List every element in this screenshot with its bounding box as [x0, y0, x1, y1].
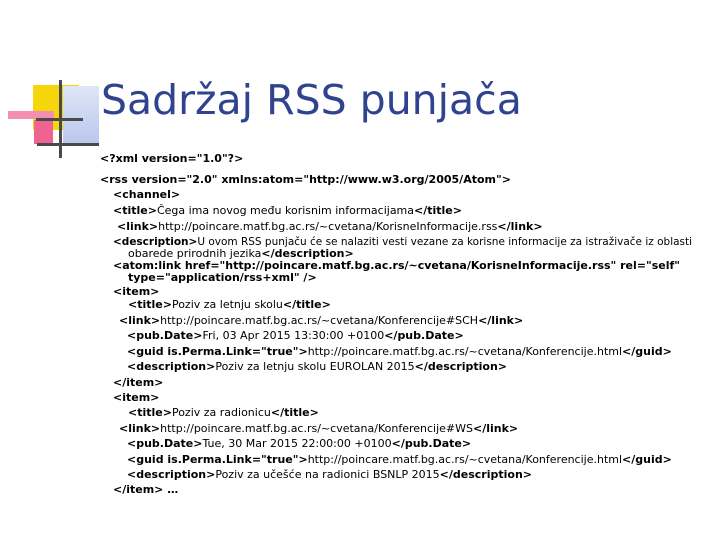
xml-line — [113, 205, 462, 217]
xml-text: Tue, 30 Mar 2015 22:00:00 +0100 — [202, 437, 392, 450]
xml-line — [100, 174, 511, 186]
xml-text: http://poincare.matf.bg.ac.rs/~cvetana/KorisneInformacije.rss — [158, 220, 498, 233]
xml-tag: <pub.Date> — [127, 437, 203, 450]
xml-tag: </title> — [414, 204, 462, 217]
xml-tag: </guid> — [622, 345, 672, 358]
item-close-tag: </item> … — [113, 483, 179, 496]
xml-tag: <description> — [113, 236, 198, 248]
xml-line — [127, 469, 532, 481]
xml-text: Poziv za radionicu — [171, 406, 271, 419]
rss-open-tag: <rss version="2.0" xmlns:atom="http://www.w3.org/2005/Atom"> — [100, 173, 511, 186]
xml-line — [128, 407, 319, 419]
xml-tag: </title> — [270, 406, 319, 419]
xml-text: http://poincare.matf.bg.ac.rs/~cvetana/Konferencije#SCH — [160, 314, 479, 327]
xml-tag: <title> — [113, 204, 157, 217]
xml-text: Čega ima novog među korisnim informacijama — [156, 204, 415, 217]
xml-line — [113, 286, 159, 298]
xml-line — [127, 330, 464, 342]
xml-line — [113, 189, 180, 201]
xml-text: http://poincare.matf.bg.ac.rs/~cvetana/Konferencije#WS — [160, 422, 473, 435]
xml-tag: <description> — [127, 360, 216, 373]
xml-tag: <description> — [127, 468, 216, 481]
xml-line — [119, 315, 523, 327]
xml-tag: </link> — [497, 220, 543, 233]
atom-link-type: type="application/rss+xml" /> — [128, 271, 317, 284]
xml-tag: </pub.Date> — [391, 437, 472, 450]
xml-tag: <guid is.Perma.Link="true"> — [127, 453, 308, 466]
slide-title: Sadržaj RSS punjača — [101, 76, 522, 124]
xml-line — [113, 484, 178, 496]
xml-tag: </description> — [439, 468, 533, 481]
xml-line — [128, 299, 331, 311]
xml-text: Poziv za učešće na radionici BSNLP 2015 — [215, 468, 440, 481]
xml-text: http://poincare.matf.bg.ac.rs/~cvetana/Konferencije.html — [307, 453, 623, 466]
xml-line — [128, 272, 317, 284]
xml-line — [100, 153, 243, 165]
deco-pink-square — [34, 120, 53, 144]
xml-tag: <guid is.Perma.Link="true"> — [127, 345, 308, 358]
xml-tag: </pub.Date> — [384, 329, 464, 342]
xml-tag: </description> — [261, 247, 354, 260]
xml-tag: <title> — [128, 298, 172, 311]
deco-blue-rect — [63, 86, 99, 146]
item-open-tag: <item> — [113, 285, 160, 298]
xml-line — [127, 346, 672, 358]
xml-tag: </title> — [282, 298, 331, 311]
xml-tag: <title> — [128, 406, 172, 419]
xml-tag: <pub.Date> — [127, 329, 203, 342]
channel-open-tag: <channel> — [113, 188, 181, 201]
xml-line — [127, 438, 471, 450]
xml-tag: <link> — [119, 314, 161, 327]
xml-line — [117, 221, 543, 233]
xml-tag: </link> — [478, 314, 524, 327]
xml-tag: </guid> — [622, 453, 672, 466]
xml-text: Fri, 03 Apr 2015 13:30:00 +0100 — [202, 329, 385, 342]
item-close-tag: </item> — [113, 376, 164, 389]
xml-line — [113, 392, 159, 404]
xml-line — [119, 423, 518, 435]
xml-tag: </link> — [473, 422, 519, 435]
xml-tag: <link> — [119, 422, 161, 435]
xml-line — [127, 361, 507, 373]
xml-tag: <link> — [117, 220, 159, 233]
xml-text: obarede prirodnih jezika — [128, 247, 262, 260]
atom-link-tag: <atom:link href="http://poincare.matf.bg.ac.rs/~cvetana/KorisneInformacije.rss" rel="self" — [113, 259, 681, 272]
deco-horizontal-line-1 — [36, 118, 83, 121]
xml-text: U ovom RSS punjaču će se nalaziti vesti vezane za korisne informacije za istraživače iz oblasti — [197, 236, 693, 248]
xml-text: http://poincare.matf.bg.ac.rs/~cvetana/Konferencije.html — [307, 345, 623, 358]
xml-text: Poziv za letnju skolu EUROLAN 2015 — [215, 360, 415, 373]
deco-horizontal-line-2 — [37, 143, 99, 146]
xml-line — [113, 377, 163, 389]
xml-tag: </description> — [414, 360, 508, 373]
xml-declaration: <?xml version="1.0"?> — [100, 152, 244, 165]
xml-line — [127, 454, 672, 466]
xml-text: Poziv za letnju skolu — [171, 298, 283, 311]
item-open-tag: <item> — [113, 391, 160, 404]
